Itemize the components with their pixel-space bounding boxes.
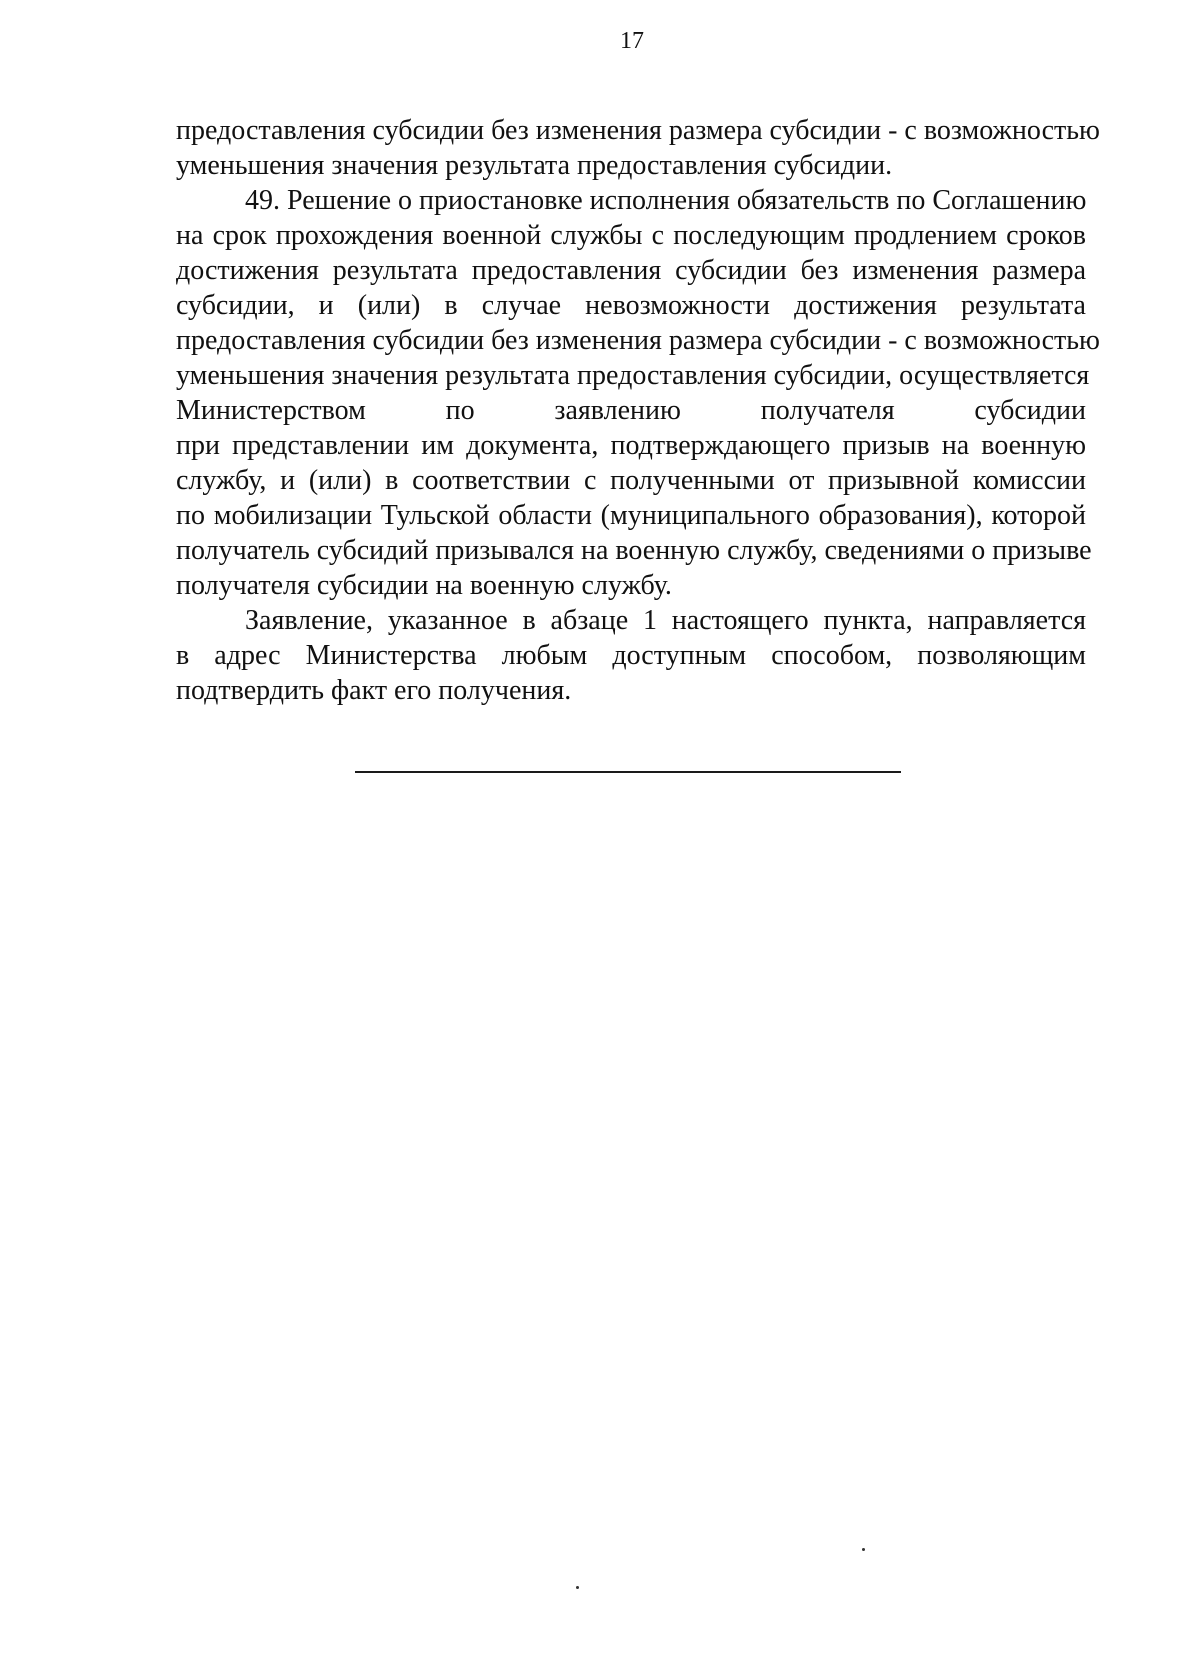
- text-line: уменьшения значения результата предоставления субсидии.: [176, 150, 893, 181]
- scan-speck: [862, 1548, 865, 1551]
- text-line: в адрес Министерства любым доступным способом, позволяющим: [176, 640, 1086, 671]
- text-line: на срок прохождения военной службы с последующим продлением сроков: [176, 220, 1086, 251]
- page-number: 17: [620, 28, 644, 54]
- end-divider-line: [355, 771, 901, 773]
- text-line: получателя субсидии на военную службу.: [176, 570, 672, 601]
- text-line: достижения результата предоставления субсидии без изменения размера: [176, 255, 1086, 286]
- text-line: 49. Решение о приостановке исполнения обязательств по Соглашению: [245, 185, 1087, 216]
- text-line: предоставления субсидии без изменения размера субсидии - с возможностью: [176, 325, 1100, 356]
- text-line: субсидии, и (или) в случае невозможности достижения результата: [176, 290, 1086, 321]
- text-line: Заявление, указанное в абзаце 1 настоящего пункта, направляется: [245, 605, 1086, 636]
- text-line: при представлении им документа, подтверждающего призыв на военную: [176, 430, 1086, 461]
- text-line: уменьшения значения результата предоставления субсидии, осуществляется: [176, 360, 1090, 391]
- document-body: [176, 113, 1100, 708]
- text-line: Министерством по заявлению получателя субсидии: [176, 395, 1086, 426]
- text-line: получатель субсидий призывался на военную службу, сведениями о призыве: [176, 535, 1092, 566]
- text-line: по мобилизации Тульской области (муниципального образования), которой: [176, 500, 1086, 531]
- paragraph-49: [176, 183, 1100, 603]
- scan-speck: [576, 1586, 579, 1589]
- text-line: предоставления субсидии без изменения размера субсидии - с возможностью: [176, 115, 1100, 146]
- paragraph-continuation: [176, 113, 1100, 183]
- paragraph-statement: [176, 603, 1086, 708]
- text-line: службу, и (или) в соответствии с полученными от призывной комиссии: [176, 465, 1086, 496]
- text-line: подтвердить факт его получения.: [176, 675, 572, 706]
